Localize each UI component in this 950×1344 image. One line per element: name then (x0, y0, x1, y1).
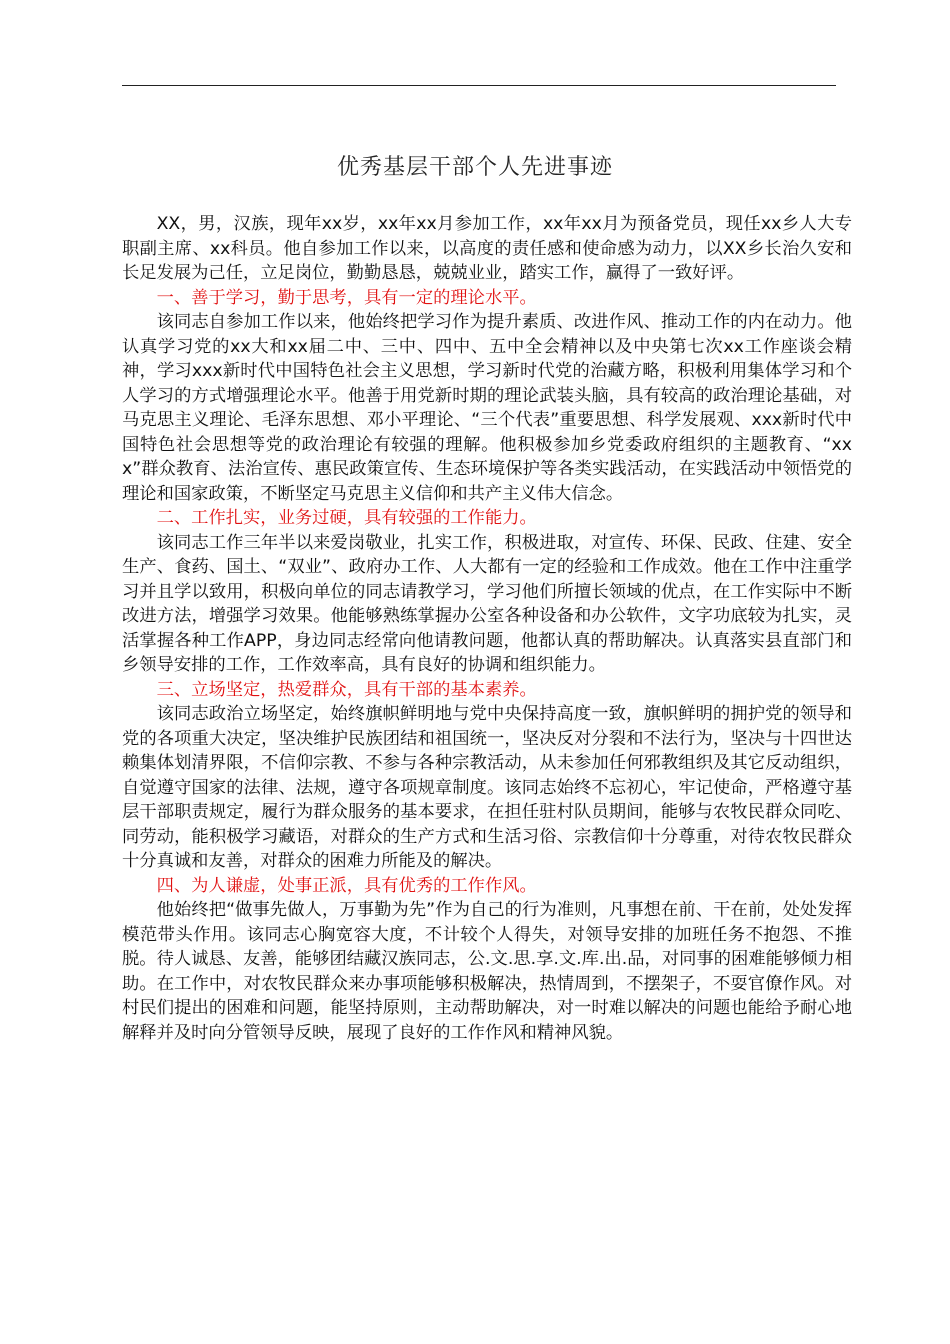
section-1-body: 该同志自参加工作以来，他始终把学习作为提升素质、改进作风、推动工作的内在动力。他认真学习党的xx大和xx届二中、三中、四中、五中全会精神以及中央第七次xx工作座谈会精神，学习xxx新时代中国特色社会主义思想，学习新时代党的治藏方略，积极利用集体学习和个人学习的方式增强理论水平。他善于用党新时期的理论武装头脑，具有较高的政治理论基础，对马克思主义理论、毛泽东思想、邓小平理论、“三个代表”重要思想、科学发展观、xxx新时代中国特色社会思想等党的政治理论有较强的理解。他积极参加乡党委政府组织的主题教育、“xxx”群众教育、法治宣传、惠民政策宣传、生态环境保护等各类实践活动，在实践活动中领悟党的理论和国家政策，不断坚定马克思主义信仰和共产主义伟大信念。 (122, 312, 852, 504)
section-1-heading: 一、善于学习，勤于思考，具有一定的理论水平。 (156, 287, 537, 308)
section-3-heading: 三、立场坚定，热爱群众，具有干部的基本素养。 (156, 679, 537, 700)
section-3-body: 该同志政治立场坚定，始终旗帜鲜明地与党中央保持高度一致，旗帜鲜明的拥护党的领导和党的各项重大决定，坚决维护民族团结和祖国统一，坚决反对分裂和不法行为，坚决与十四世达赖集体划清界限，不信仰宗教、不参与各种宗教活动，从未参加任何邪教组织及其它反动组织，自觉遵守国家的法律、法规，遵守各项规章制度。该同志始终不忘初心，牢记使命，严格遵守基层干部职责规定，履行为群众服务的基本要求，在担任驻村队员期间，能够与农牧民群众同吃、同劳动，能积极学习藏语，对群众的生产方式和生活习俗、宗教信仰十分尊重，对待农牧民群众十分真诚和友善，对群众的困难力所能及的解决。 (122, 704, 852, 871)
section-2-body: 该同志工作三年半以来爱岗敬业，扎实工作，积极进取，对宣传、环保、民政、住建、安全生产、食药、国土、“双业”、政府办工作、人大都有一定的经验和工作成效。他在工作中注重学习并且学以致用，积极向单位的同志请教学习，学习他们所擅长领域的优点，在工作实际中不断改进方法，增强学习效果。他能够熟练掌握办公室各种设备和办公软件，文字功底较为扎实，灵活掌握各种工作APP，身边同志经常向他请教问题，他都认真的帮助解决。认真落实县直部门和乡领导安排的工作，工作效率高，具有良好的协调和组织能力。 (122, 532, 852, 675)
document-body (122, 212, 852, 1045)
header-rule (122, 85, 836, 86)
section-4-body: 他始终把“做事先做人，万事勤为先”作为自己的行为准则，凡事想在前、干在前，处处发挥模范带头作用。该同志心胸宽容大度，不计较个人得失，对领导安排的加班任务不抱怨、不推脱。待人诚恳、友善，能够团结藏汉族同志，公.文.思.享.文.库.出.品，对同事的困难能够倾力相助。在工作中，对农牧民群众来办事项能够积极解决，热情周到，不摆架子，不耍官僚作风。对村民们提出的困难和问题，能坚持原则，主动帮助解决，对一时难以解决的问题也能给予耐心地解释并及时向分管领导反映，展现了良好的工作作风和精神风貌。 (122, 900, 852, 1043)
page-title: 优秀基层干部个人先进事迹 (336, 155, 613, 180)
section-2-heading: 二、工作扎实，业务过硬，具有较强的工作能力。 (156, 508, 537, 528)
section-4-heading: 四、为人谦虚，处事正派，具有优秀的工作作风。 (156, 875, 537, 896)
intro-paragraph: XX，男，汉族，现年xx岁，xx年xx月参加工作，xx年xx月为预备党员，现任xx乡人大专职副主席、xx科员。他自参加工作以来，以高度的责任感和使命感为动力，以XX乡长治久安和长足发展为己任，立足岗位，勤勤恳恳，兢兢业业，踏实工作，赢得了一致好评。 (122, 214, 852, 283)
